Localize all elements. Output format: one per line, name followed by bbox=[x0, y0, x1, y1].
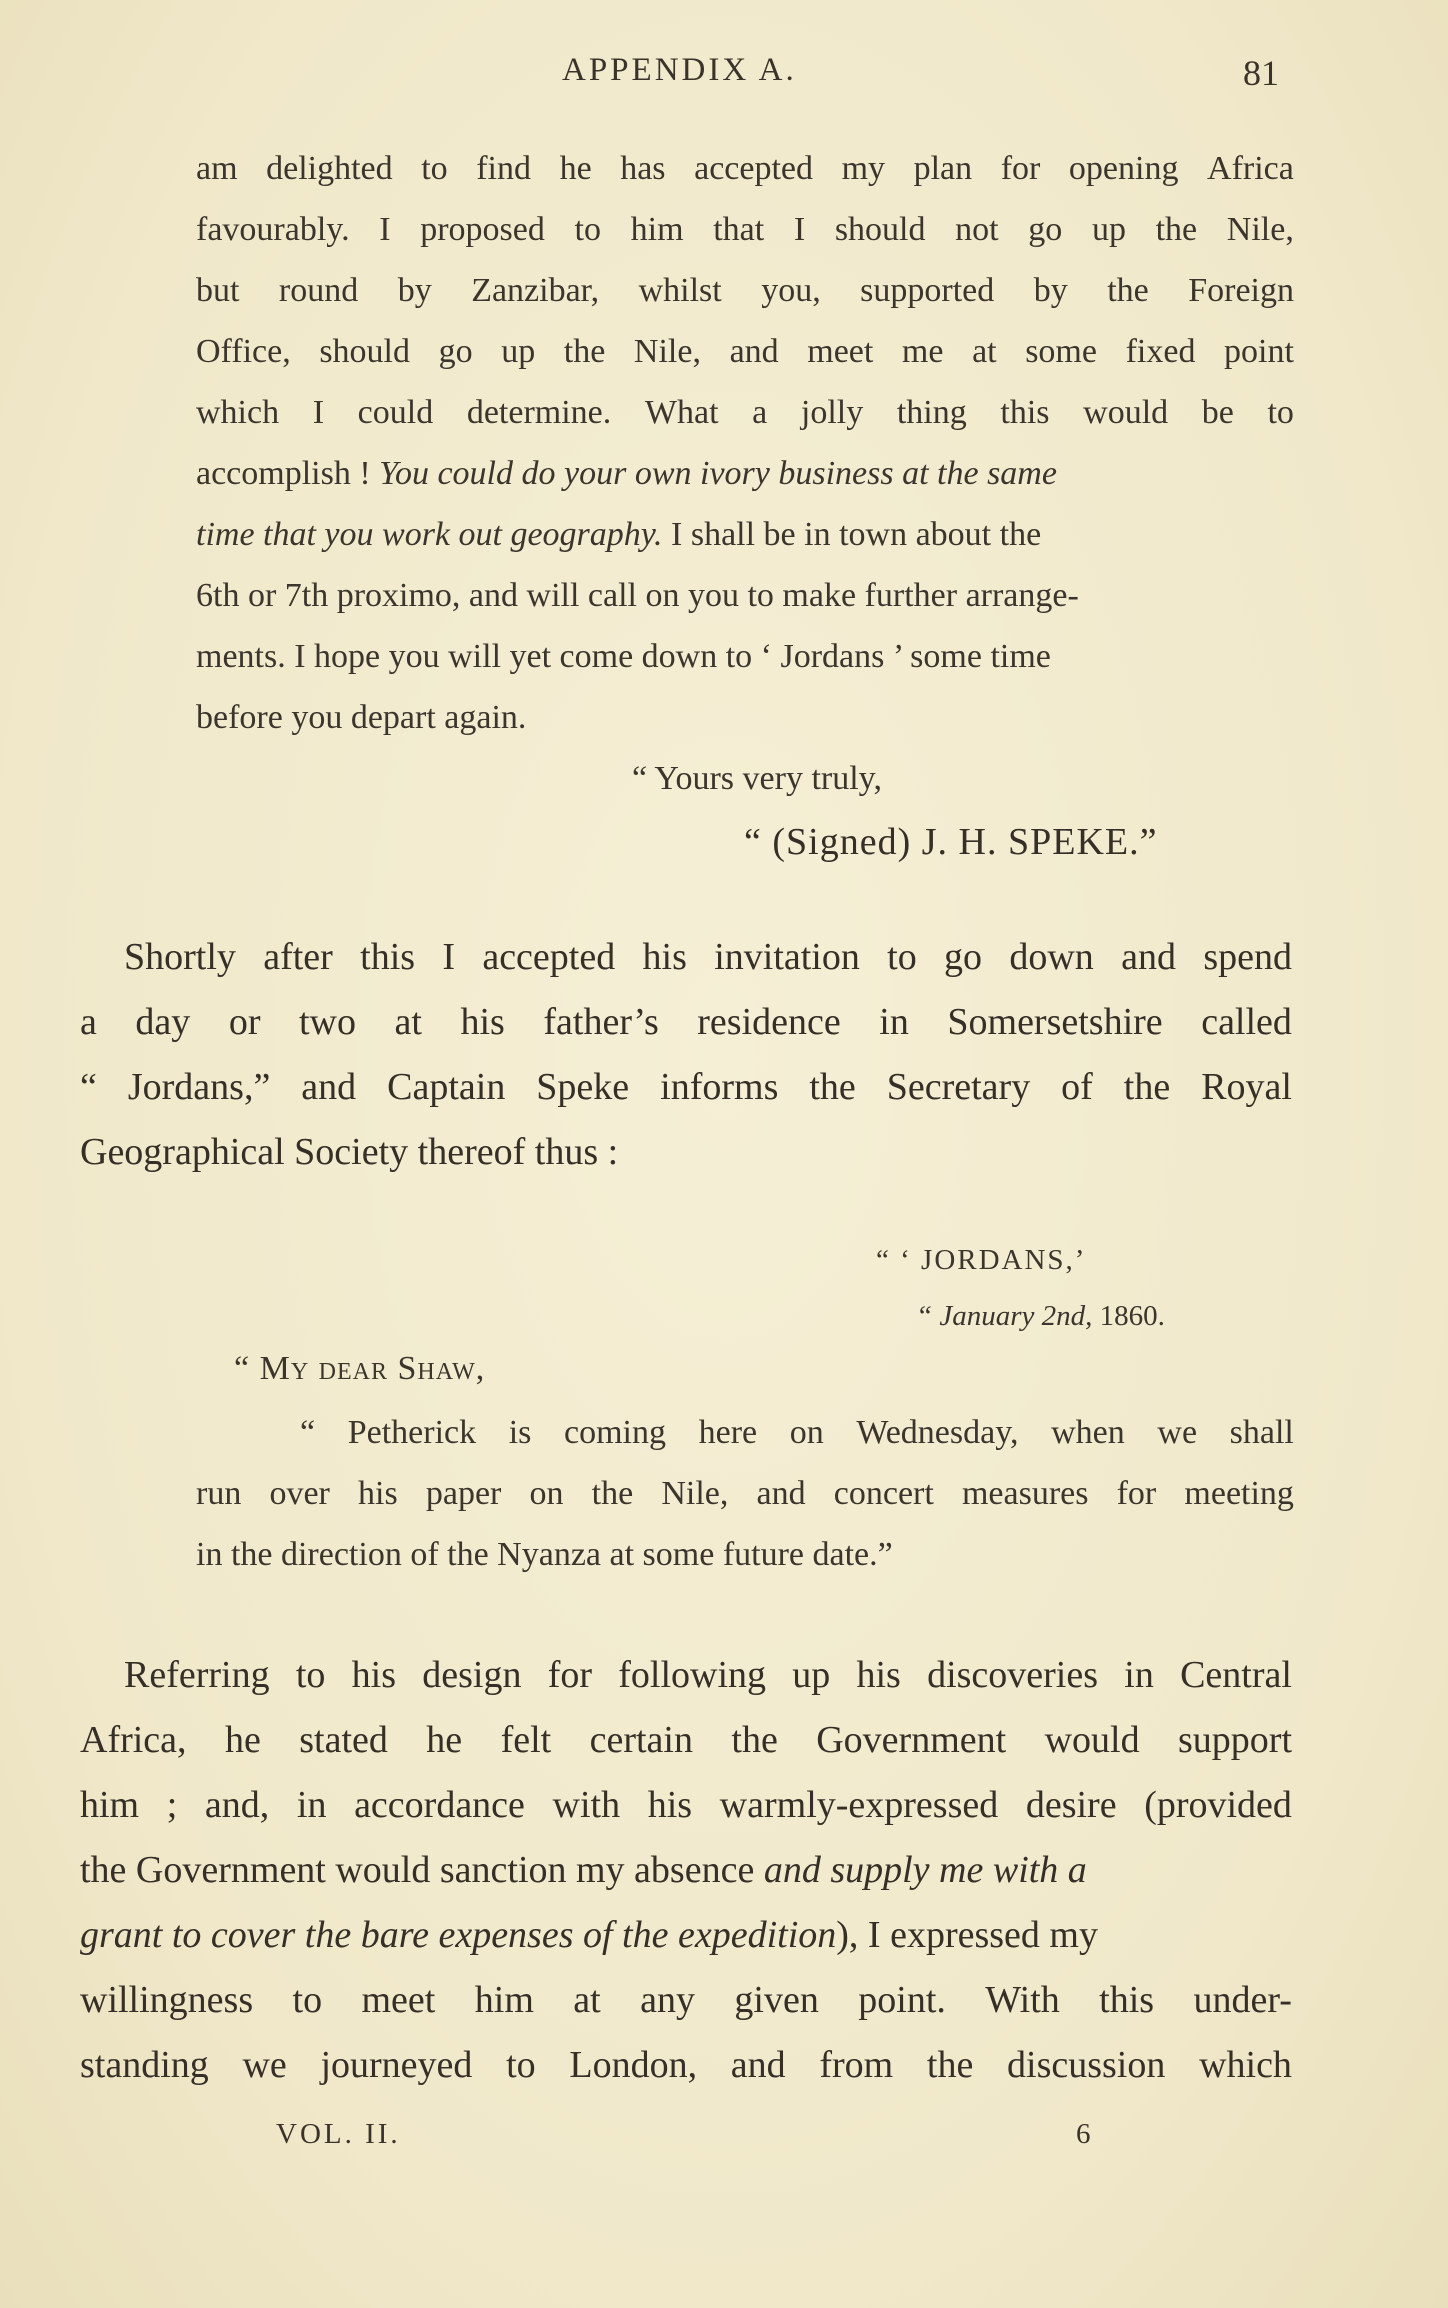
text-span: I shall be in town about the bbox=[662, 516, 1042, 553]
letter-closing: “ Yours very truly, bbox=[632, 760, 882, 797]
text-line bbox=[80, 1916, 1292, 1954]
page-footer bbox=[0, 2118, 1448, 2158]
volume-label: VOL. II. bbox=[276, 2118, 401, 2150]
letter-address: “ ‘ JORDANS,’ bbox=[876, 1244, 1087, 1276]
italic-text: You could do your own ivory business at the same bbox=[379, 455, 1057, 492]
text-line: Africa, he stated he felt certain the Government would support bbox=[80, 1719, 1292, 1761]
text-span: the Government would sanction my absence bbox=[80, 1849, 764, 1891]
text-line: “ Jordans,” and Captain Speke informs the Secretary of the Royal bbox=[80, 1066, 1292, 1108]
text-line: him ; and, in accordance with his warmly-expressed desire (provided bbox=[80, 1784, 1292, 1826]
letter-date bbox=[916, 1302, 1165, 1331]
text-line: willingness to meet him at any given point. With this under- bbox=[80, 1979, 1292, 2021]
text-line: ments. I hope you will yet come down to ‘ Jordans ’ some time bbox=[196, 638, 1051, 675]
text-line: Geographical Society thereof thus : bbox=[80, 1131, 619, 1173]
italic-text: and supply me with a bbox=[763, 1849, 1087, 1891]
letter-signature: “ (Signed) J. H. SPEKE.” bbox=[744, 821, 1158, 863]
text-line: before you depart again. bbox=[196, 699, 527, 736]
signature-mark: 6 bbox=[1076, 2118, 1091, 2150]
text-line: but round by Zanzibar, whilst you, supported by the Foreign bbox=[196, 272, 1294, 309]
italic-text: grant to cover the bare expenses of the expedition bbox=[80, 1914, 837, 1956]
text-span: ), I expressed my bbox=[836, 1914, 1098, 1956]
text-line: a day or two at his father’s residence in Somersetshire called bbox=[80, 1001, 1292, 1043]
text-line: Office, should go up the Nile, and meet me at some fixed point bbox=[196, 333, 1294, 370]
page-header bbox=[0, 52, 1448, 102]
text-line: run over his paper on the Nile, and concert measures for meeting bbox=[196, 1475, 1294, 1512]
letter-salutation: “ My dear Shaw, bbox=[234, 1350, 486, 1387]
text-line: “ Petherick is coming here on Wednesday, when we shall bbox=[300, 1414, 1294, 1451]
text-line: which I could determine. What a jolly thing this would be to bbox=[196, 394, 1294, 431]
text-line: Shortly after this I accepted his invitation to go down and spend bbox=[124, 936, 1292, 978]
text-line: in the direction of the Nyanza at some future date.” bbox=[196, 1536, 893, 1573]
text-line bbox=[196, 457, 1294, 491]
text-span: accomplish ! bbox=[196, 455, 380, 492]
text-line bbox=[80, 1851, 1292, 1889]
text-line: standing we journeyed to London, and from the discussion which bbox=[80, 2044, 1292, 2086]
text-line: favourably. I proposed to him that I should not go up the Nile, bbox=[196, 211, 1294, 248]
text-line bbox=[196, 518, 1294, 552]
text-span: 1860. bbox=[1092, 1300, 1165, 1332]
italic-text: time that you work out geography. bbox=[196, 516, 663, 553]
italic-text: “ January 2nd, bbox=[916, 1300, 1093, 1332]
page-number: 81 bbox=[1243, 53, 1279, 93]
text-line: Referring to his design for following up his discoveries in Central bbox=[124, 1654, 1292, 1696]
text-line: 6th or 7th proximo, and will call on you to make further arrange- bbox=[196, 577, 1079, 614]
text-line: am delighted to find he has accepted my plan for opening Africa bbox=[196, 150, 1294, 187]
running-head: APPENDIX A. bbox=[562, 52, 797, 88]
